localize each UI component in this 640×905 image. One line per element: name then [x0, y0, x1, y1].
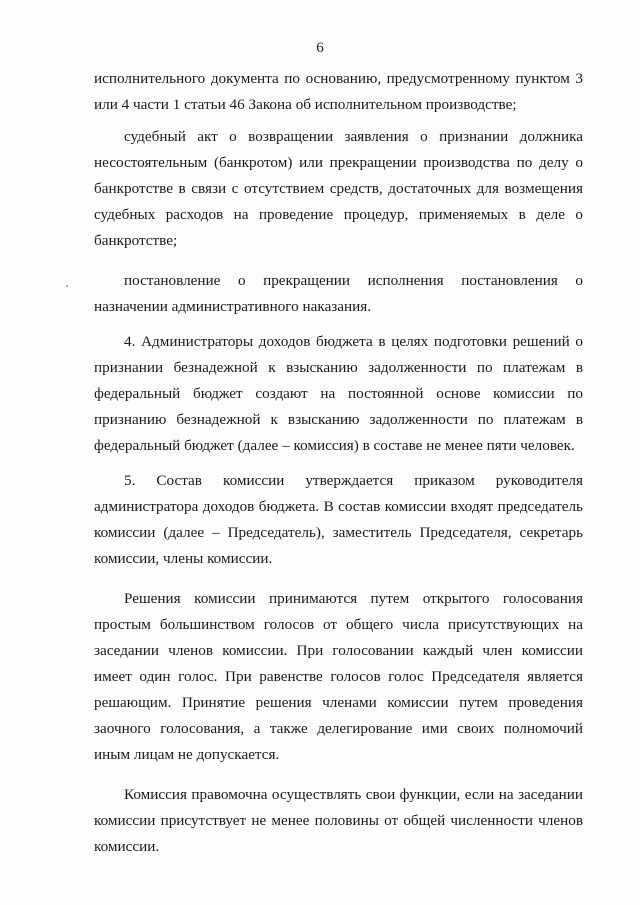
paragraph-continuation: исполнительного документа по основанию, предусмотренному пунктом 3 или 4 части 1 статьи 46 Закона об исполнительном производстве;	[94, 70, 583, 113]
scan-speck	[66, 285, 68, 287]
page-number: 6	[316, 40, 324, 56]
paragraph-item-5: 5. Состав комиссии утверждается приказом руководителя администратора доходов бюджета. В состав комиссии входят председатель комиссии (далее – Председатель), заместитель Председателя, секретарь комиссии, члены комиссии.	[94, 472, 583, 567]
paragraph-decisions: Решения комиссии принимаются путем открытого голосования простым большинством голосов от общего числа присутствующих на заседании членов комиссии. При голосовании каждый член комиссии имеет один голос. При равенстве голосов голос Председателя является решающим. Принятие решения членами комиссии путем проведения заочного голосования, а также делегирование ими своих полномочий иным лицам не допускается.	[94, 590, 583, 763]
paragraph-resolution: постановление о прекращении исполнения постановления о назначении административного наказания.	[94, 272, 583, 315]
document-body	[94, 66, 583, 860]
paragraph-item-4: 4. Администраторы доходов бюджета в целях подготовки решений о признании безнадежной к взысканию задолженности по платежам в федеральный бюджет создают на постоянной основе комиссии по признанию безнадежной к взысканию задолженности по платежам в федеральный бюджет (далее – комиссия) в составе не менее пяти человек.	[94, 333, 583, 454]
paragraph-quorum: Комиссия правомочна осуществлять свои функции, если на заседании комиссии присутствует не менее половины от общей численности членов комиссии.	[94, 786, 583, 855]
paragraph-court-act: судебный акт о возвращении заявления о признании должника несостоятельным (банкротом) или прекращении производства по делу о банкротстве в связи с отсутствием средств, достаточных для возмещения судебных расходов на проведение процедур, применяемых в деле о банкротстве;	[94, 128, 583, 249]
